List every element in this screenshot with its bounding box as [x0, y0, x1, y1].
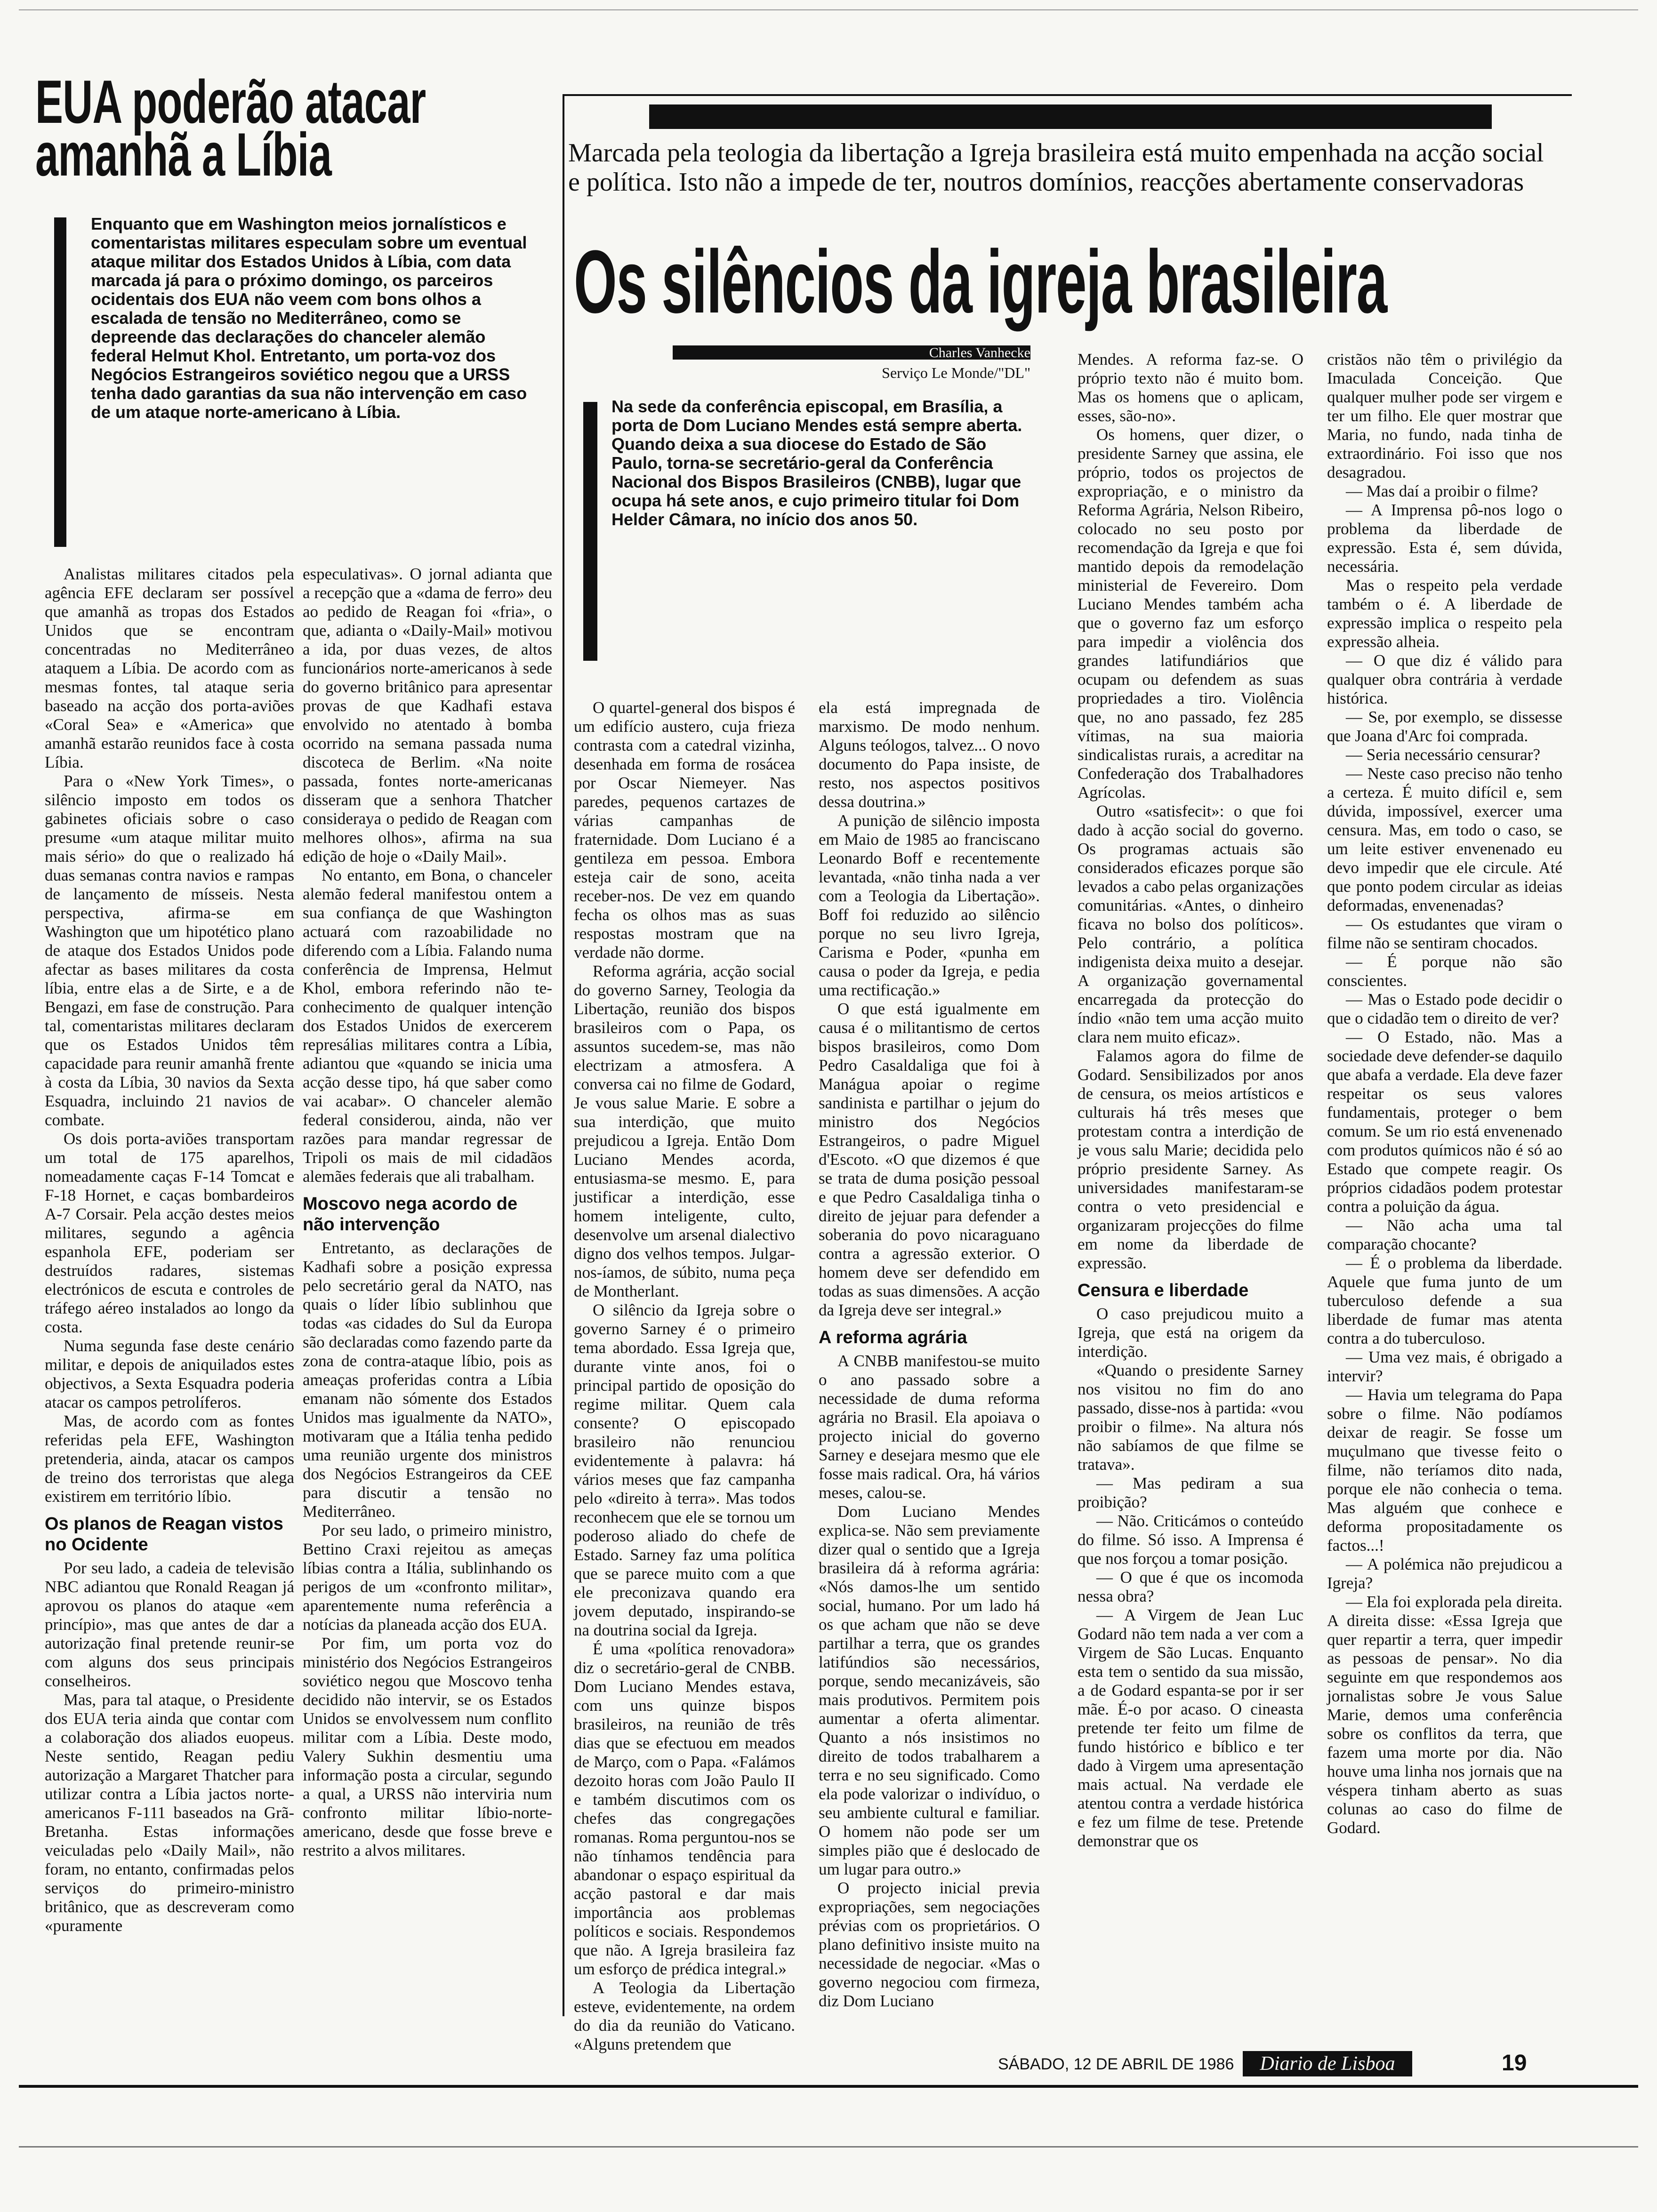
paragraph: — Neste caso preciso não tenho a certeza. É muito difícil e, sem dúvida, impossível, exercer uma censura. Mas, em todo o caso, se um leite estiver envenenado eu devo impedir que ele circule. Até que ponto podem circular as ideias deformadas, envenenadas? [1327, 764, 1562, 914]
footer [19, 2043, 1638, 2085]
paragraph: Mas, para tal ataque, o Presidente dos EUA teria ainda que contar com a colaboração dos aliados euopeus. Neste sentido, Reagan pediu autorização a Margaret Thatcher para utilizar contra a Líbia jactos norte-americanos F-111 baseados na Grã-Bretanha. Estas informações veiculadas pelo «Daily Mail», não foram, no entanto, confirmadas pelos serviços do primeiro-ministro britânico, que as descreveram como «puramente [45, 1691, 294, 1935]
paragraph: especulativas». O jornal adianta que a recepção que a «dama de ferro» deu ao pedido de Reagan foi «fria», o que, adianta o «Daily-Mail» motivou a ida, por duas vezes, de altos funcionários norte-americanos à sede do governo britânico para apresentar provas de que Kadhafi estava envolvido no atentado à bomba ocorrido na semana passada numa discoteca de Berlim. «Na noite passada, fontes norte-americanas disseram que a senhora Thatcher consideraya o pedido de Reagan com melhores olhos», afirma na sua edição de hoje o «Daily Mail». [303, 565, 552, 866]
paragraph: É uma «política renovadora» diz o secretário-geral de CNBB. Dom Luciano Mendes estava, com uns quinze bispos brasileiros, na reunião de três dias que se efectuou em meados de Março, com o Papa. «Falámos dezoito horas com João Paulo II e também discutimos com os chefes das congregações romanas. Roma perguntou-nos se não tínhamos tendência para abandonar o espaço espiritual da acção pastoral e dar mais importância aos problemas políticos e sociais. Respondemos que não. A Igreja brasileira faz um esforço de prédica integral.» [574, 1640, 795, 1978]
paragraph: O silêncio da Igreja sobre o governo Sarney é o primeiro tema abordado. Essa Igreja que, durante vinte anos, foi o principal partido de oposição do regime militar. Quem cala consente? O episcopado brasileiro não renunciou evidentemente à palavra: há vários meses que faz campanha pelo «direito à terra». Mas todos reconhecem que ele se tornou um poderoso aliado do chefe de Estado. Sarney faz uma política que se parece muito com a que ele preconizava quando era jovem deputado, inspirando-se na doutrina social da Igreja. [574, 1301, 795, 1639]
paragraph: — É o problema da liberdade. Aquele que fuma junto de um tuberculoso defende a sua liberdade de fumar mas atenta contra a do tuberculoso. [1327, 1254, 1562, 1347]
paragraph: — O Estado, não. Mas a sociedade deve defender-se daquilo que abafa a verdade. Ela deve fazer respeitar os seus valores fundamentais, proteger o bem comum. Se um rio está envenenado com produtos químicos não é só ao Estado que compete reagir. Os próprios cidadãos podem protestar contra a poluição da água. [1327, 1028, 1562, 1216]
paragraph: Para o «New York Times», o silêncio imposto em todos os gabinetes oficiais sobre o caso presume «um ataque militar muito mais sério» do que o realizado há duas semanas contra navios e rampas de lançamento de mísseis. Nesta perspectiva, afirma-se em Washington que um hipotético plano de ataque dos Estados Unidos pode afectar as bases militares da costa líbia, entre elas a de Sirte, e a de Bengazi, em fase de construção. Para tal, comentaristas militares declaram que os Estados Unidos têm capacidade para reunir amanhã frente à costa da Líbia, 30 navios da Sexta Esquadra, incluindo 21 navios de combate. [45, 772, 294, 1129]
masthead: Diario de Lisboa [1260, 2053, 1395, 2075]
page-number: 19 [1502, 2051, 1527, 2076]
paragraph: — A Imprensa pô-nos logo o problema da liberdade de expressão. Esta é, sem dúvida, necessária. [1327, 501, 1562, 576]
footer-rule [19, 2085, 1638, 2088]
right-col-3 [574, 698, 795, 2054]
paragraph: — Mas pediram a sua proibição? [1078, 1474, 1303, 1511]
paragraph: Por seu lado, o primeiro ministro, Bettino Craxi rejeitou as ameças líbias contra a Itália, sublinhando os perigos de um «confronto militar», aparentemente numa referência a notícias da planeada acção dos EUA. [303, 1521, 552, 1634]
lead-bar [54, 217, 66, 547]
top-rule [19, 9, 1638, 10]
right-col-5 [1078, 350, 1303, 1851]
subhead: Os planos de Reagan vistos no Ocidente [45, 1514, 283, 1555]
paragraph: A punição de silêncio imposta em Maio de 1985 ao franciscano Leonardo Boff e recentemente levantada, «não tinha nada a ver com a Teologia da Libertação». Boff foi reduzido ao silêncio porque no seu livro Igreja, Carisma e Poder, «punha em causa o poder da Igreja, e pedia uma rectificação.» [819, 811, 1040, 999]
paragraph: — A Virgem de Jean Luc Godard não tem nada a ver com a Virgem de São Lucas. Enquanto esta tem o sentido da sua missão, a de Godard espanta-se por ir ser mãe. É-o por acaso. O cineasta pretende ter feito um filme de fundo histórico e bíblico e ter dado à Virgem uma apresentação mais actual. Na verdade ele atentou contra a verdade histórica e fez um filme de tese. Pretende demonstrar que os [1078, 1606, 1303, 1850]
paragraph: cristãos não têm o privilégio da Imaculada Conceição. Que qualquer mulher pode ser virgem e ter um filho. Ele quer mostrar que Maria, no fundo, nada tinha de extraordinário. Foi isso que nos desagradou. [1327, 350, 1562, 481]
paragraph: Os dois porta-aviões transportam um total de 175 aparelhos, nomeadamente caças F-14 Tomcat e F-18 Hornet, e caças bombardeiros A-7 Corsair. Pela acção destes meios militares, segundo a agência espanhola EFE, poderiam ser destruídos radares, sistemas electrónicos de escuta e controles de tráfego aéreo instalados ao longo da costa. [45, 1130, 294, 1336]
paragraph: — Uma vez mais, é obrigado a intervir? [1327, 1348, 1562, 1385]
paragraph: — A polémica não prejudicou a Igreja? [1327, 1555, 1562, 1592]
paragraph: O caso prejudicou muito a Igreja, que está na origem da interdição. [1078, 1305, 1303, 1361]
paragraph: A Teologia da Libertação esteve, evidentemente, na ordem do dia da reunião do Vaticano. «Alguns pretendem que [574, 1979, 795, 2053]
paragraph: O projecto inicial previa expropriações, sem negociações prévias com os proprietários. O plano definitivo insiste muito na necessidade de negociar. «Mas o governo negociou com firmeza, diz Dom Luciano [819, 1879, 1040, 2010]
paragraph: Dom Luciano Mendes explica-se. Não sem previamente dizer qual o sentido que a Igreja brasileira dá à reforma agrária: «Nós damos-lhe um sentido social, humano. Por um lado há os que acham que não se deve partilhar a terra, que os grandes latifúndios são necessários, porque, sendo mecanizáveis, são mais produtivos. Permitem pois aumentar a oferta alimentar. Quanto a nós insistimos no direito de todos trabalharem a terra e no seu significado. Como ela pode valorizar o indivíduo, o seu ambiente cultural e familiar. O homem não pode ser um simples pião que é deslocado de um lugar para outro.» [819, 1502, 1040, 1878]
paragraph: — Seria necessário censurar? [1346, 745, 1540, 764]
left-col-2 [303, 565, 552, 1860]
paragraph: — Não acha uma tal comparação chocante? [1327, 1216, 1562, 1253]
paragraph: — Havia um telegrama do Papa sobre o filme. Não podíamos deixar de reagir. Se fosse um muçulmano que tivesse feito o filme, não teríamos dito nada, porque ele não conhecia o tema. Mas alguém que conhece e deforma propositadamente os factos...! [1327, 1386, 1562, 1555]
paragraph: Numa segunda fase deste cenário militar, e depois de aniquilados estes objectivos, a Sexta Esquadra poderia atacar os campos petrolíferos. [45, 1337, 294, 1411]
paragraph: Mas, de acordo com as fontes referidas pela EFE, Washington pretenderia, ainda, atacar os campos de treino dos terroristas que alega existirem em território líbio. [45, 1412, 294, 1506]
paragraph: Por fim, um porta voz do ministério dos Negócios Estrangeiros soviético negou que Moscovo tenha decidido não intervir, se os Estados Unidos se envolvessem num conflito militar com a Líbia. Deste modo, Valery Sukhin desmentiu uma informação posta a circular, segundo a qual, a URSS não interviria num confronto militar líbio-norte-americano, desde que fosse breve e restrito a alvos militares. [303, 1634, 552, 1859]
subhead: Censura e liberdade [1078, 1281, 1249, 1300]
paragraph: Falamos agora do filme de Godard. Sensibilizados por anos de censura, os meios artísticos e culturais há três meses que protestam contra a interdição de je vous salu Marie; decidida pelo próprio presidente Sarney. As universidades manifestaram-se contra o veto presidencial e organizaram projecções do filme em nome da liberdade de expressão. [1078, 1047, 1303, 1272]
paragraph: Reforma agrária, acção social do governo Sarney, Teologia da Libertação, reunião dos bispos brasileiros com o Papa, os assuntos sucedem-se, mas não electrizam a atmosfera. A conversa cai no filme de Godard, Je vous salue Marie. E sobre a sua interdição, que muito prejudicou a Igreja. Então Dom Luciano Mendes acorda, entusiasma-se mesmo. E, para justificar a interdição, esse homem inteligente, culto, desenvolve um arsenal dialectivo digno dos velhos tempos. Julgar-nos-íamos, de súbito, numa peça de Montherlant. [574, 962, 795, 1300]
paragraph: Mas o respeito pela verdade também o é. A liberdade de expressão implica o respeito pela expressão alheia. [1327, 576, 1562, 651]
right-headline: Os silêncios da igreja brasileira [574, 232, 1387, 332]
subhead: Moscovo nega acordo de não intervenção [303, 1194, 518, 1234]
paragraph: — O que é que os incomoda nessa obra? [1078, 1568, 1303, 1605]
paragraph: A CNBB manifestou-se muito o ano passado sobre a necessidade de duma reforma agrária no Brasil. Ela apoiava o projecto inicial do governo Sarney e desejara mesmo que ele fosse mais radical. Ora, há vários meses, calou-se. [819, 1352, 1040, 1502]
right-article-box [563, 94, 1572, 2053]
paragraph: — Se, por exemplo, se dissesse que Joana d'Arc foi comprada. [1327, 708, 1562, 745]
right-col-6 [1327, 350, 1562, 1837]
left-headline [35, 67, 547, 189]
paragraph: Mendes. A reforma faz-se. O próprio texto não é muito bom. Mas os homens que o aplicam, esses, são-no». [1078, 350, 1303, 425]
left-col-1 [45, 565, 294, 1935]
paragraph: — O que diz é válido para qualquer obra contrária à verdade histórica. [1327, 651, 1562, 707]
paragraph: Outro «satisfecit»: o que foi dado à acção social do governo. Os programas actuais são considerados eficazes porque são levados a cabo pelas organizações comunitárias. «Antes, o dinheiro ficava no bolso dos políticos». Pelo contrário, a política indigenista deixa muito a desejar. A organização governamental encarregada da protecção do índio «não tem uma acção muito clara nem muito eficaz». [1078, 802, 1303, 1046]
paragraph: Entretanto, as declarações de Kadhafi sobre a posição expressa pelo secretário geral da NATO, nas quais o líder líbio sublinhou que todas «as cidades do Sul da Europa são declaradas como fazendo parte da zona de contra-ataque líbio, pois as ameaças proferidas contra a Líbia emanam não sómente dos Estados Unidos mas igualmente da NATO», motivaram que a Itália tenha pedido uma reunião urgente dos ministros dos Negócios Estrangeiros da CEE para discutir a tensão no Mediterrâneo. [303, 1239, 552, 1521]
service: Serviço Le Monde/"DL" [882, 364, 1030, 381]
paragraph: No entanto, em Bona, o chanceler alemão federal manifestou ontem a sua confiança de que Washington actuará com razoabilidade no diferendo com a Líbia. Falando numa conferência de Imprensa, Helmut Khol, embora referindo não te- conhecimento de qualquer intenção dos Estados Unidos de exercerem represálias militares contra a Líbia, adiantou que «quando se inicia uma acção desse tipo, há que saber como vai acabar». O chanceler alemão federal considerou, ainda, não ver razões para mandar regressar de Tripoli os mais de mil cidadãos alemães federais que ali trabalham. [303, 866, 552, 1186]
right-lead: Na sede da conferência episcopal, em Brasília, a porta de Dom Luciano Mendes está sempre aberta. Quando deixa a sua diocese do Estado de São Paulo, torna-se secretário-geral da Conferência Nacional dos Bispos Brasileiros (CNBB), lugar que ocupa há sete anos, e cujo primeiro titular foi Dom Helder Câmara, no início dos anos 50. [611, 397, 1022, 529]
paragraph: — Mas daí a proibir o filme? [1346, 482, 1538, 500]
paragraph: «Quando o presidente Sarney nos visitou no fim do ano passado, disse-nos à partida: «vou proibir o filme». Na altura nós não sabíamos de que filme se tratava». [1078, 1361, 1303, 1474]
subhead: A reforma agrária [819, 1328, 967, 1347]
paragraph: — Mas o Estado pode decidir o que o cidadão tem o direito de ver? [1327, 990, 1562, 1027]
left-headline-line1: EUA poderão atacar [35, 67, 426, 136]
paragraph: — Os estudantes que viram o filme não se sentiram chocados. [1327, 915, 1562, 952]
paragraph: — É porque não são conscientes. [1327, 953, 1562, 990]
right-col-4 [819, 698, 1040, 2011]
paragraph: ela está impregnada de marxismo. De modo nenhum. Alguns teólogos, talvez... O novo documento do Papa insiste, de resto, nos aspectos positivos dessa doutrina.» [819, 698, 1040, 811]
paragraph: — Não. Criticámos o conteúdo do filme. Só isso. A Imprensa é que nos forçou a tomar posição. [1078, 1512, 1303, 1568]
paragraph: O quartel-general dos bispos é um edifício austero, cuja frieza contrasta com a catedral vizinha, desenhada em forma de rosácea por Oscar Niemeyer. Nas paredes, pequenos cartazes de várias campanhas de fraternidade. Dom Luciano é a gentileza em pessoa. Embora esteja cair de sono, aceita receber-nos. De vez em quando fecha os olhos mas as suas respostas mostram que na verdade não dorme. [574, 698, 795, 962]
right-lead-bar [583, 402, 597, 661]
left-lead: Enquanto que em Washington meios jornalísticos e comentaristas militares especulam sobre um eventual ataque militar dos Estados Unidos à Líbia, com data marcada já para o próximo domingo, os parceiros ocidentais dos EUA não veem com bons olhos a escalada de tensão no Mediterrâneo, como se depreende das declarações do chanceler alemão federal Helmut Khol. Entretanto, um porta-voz dos Negócios Estrangeiros soviético negou que a URSS tenha dado garantias da sua não intervenção em caso de um ataque norte-americano à Líbia. [91, 214, 527, 422]
bottom-rule [19, 2146, 1638, 2148]
paragraph: O que está igualmente em causa é o militantismo de certos bispos brasileiros, como Dom Pedro Casaldaliga que foi à Manágua apoiar o regime sandinista e partilhar o jejum do ministro dos Negócios Estrangeiros, o padre Miguel d'Escoto. «O que dizemos é que se trata de duma posição pessoal e que Pedro Casaldaliga tinha o direito de jejuar para defender a soberania do povo nicaraguano contra a agressão exterior. O homem deve ser defendido em todas as suas dimensões. A acção da Igreja deve ser integral.» [819, 1000, 1040, 1319]
paragraph: Por seu lado, a cadeia de televisão NBC adiantou que Ronald Reagan já aprovou os planos do ataque «em princípio», mas que antes de dar a autorização final pretende reunir-se com alguns dos seus principais conselheiros. [45, 1559, 294, 1690]
paragraph: — Ela foi explorada pela direita. A direita disse: «Essa Igreja que quer repartir a terra, quer impedir as pessoas de pensar». No dia seguinte em que respondemos aos jornalistas sobre Je vous Salue Marie, demos uma conferência sobre os conflitos da terra, que fazem uma morte por dia. Não houve uma linha nos jornais que na véspera tinham aberto as suas colunas ao caso do filme de Godard. [1327, 1593, 1562, 1837]
kicker: Marcada pela teologia da libertação a Igreja brasileira está muito empenhada na acção social e política. Isto não a impede de ter, noutros domínios, reacções abertamente conservadoras [568, 138, 1544, 197]
paragraph: Os homens, quer dizer, o presidente Sarney que assina, ele próprio, todos os projectos de expropriação, e o ministro da Reforma Agrária, Nelson Ribeiro, colocado no seu posto por recomendação da Igreja e que foi mantido depois da remodelação ministerial de Fevereiro. Dom Luciano Mendes também acha que o governo faz um esforço para impedir a violência dos grandes latifundiários que ocupam ou defendem as suas propriedades a tiro. Violência que, no ano passado, fez 285 vítimas, na sua maioria sindicalistas rurais, a acreditar na Confederação dos Trabalhadores Agrícolas. [1078, 425, 1303, 801]
kicker-bar [649, 104, 1492, 129]
left-article [35, 67, 552, 2038]
byline: Charles Vanhecke [929, 345, 1030, 361]
footer-date: SÁBADO, 12 DE ABRIL DE 1986 [998, 2055, 1234, 2073]
left-headline-line2: amanhã a Líbia [35, 120, 332, 189]
paragraph: Analistas militares citados pela agência EFE declaram ser possível que amanhã as tropas dos Estados Unidos que se encontram concentradas no Mediterrâneo ataquem a Líbia. De acordo com as mesmas fontes, tal ataque seria baseado na acção dos porta-aviões «Coral Sea» e «America» que amanhã estarão reunidos face à costa Líbia. [45, 565, 294, 771]
